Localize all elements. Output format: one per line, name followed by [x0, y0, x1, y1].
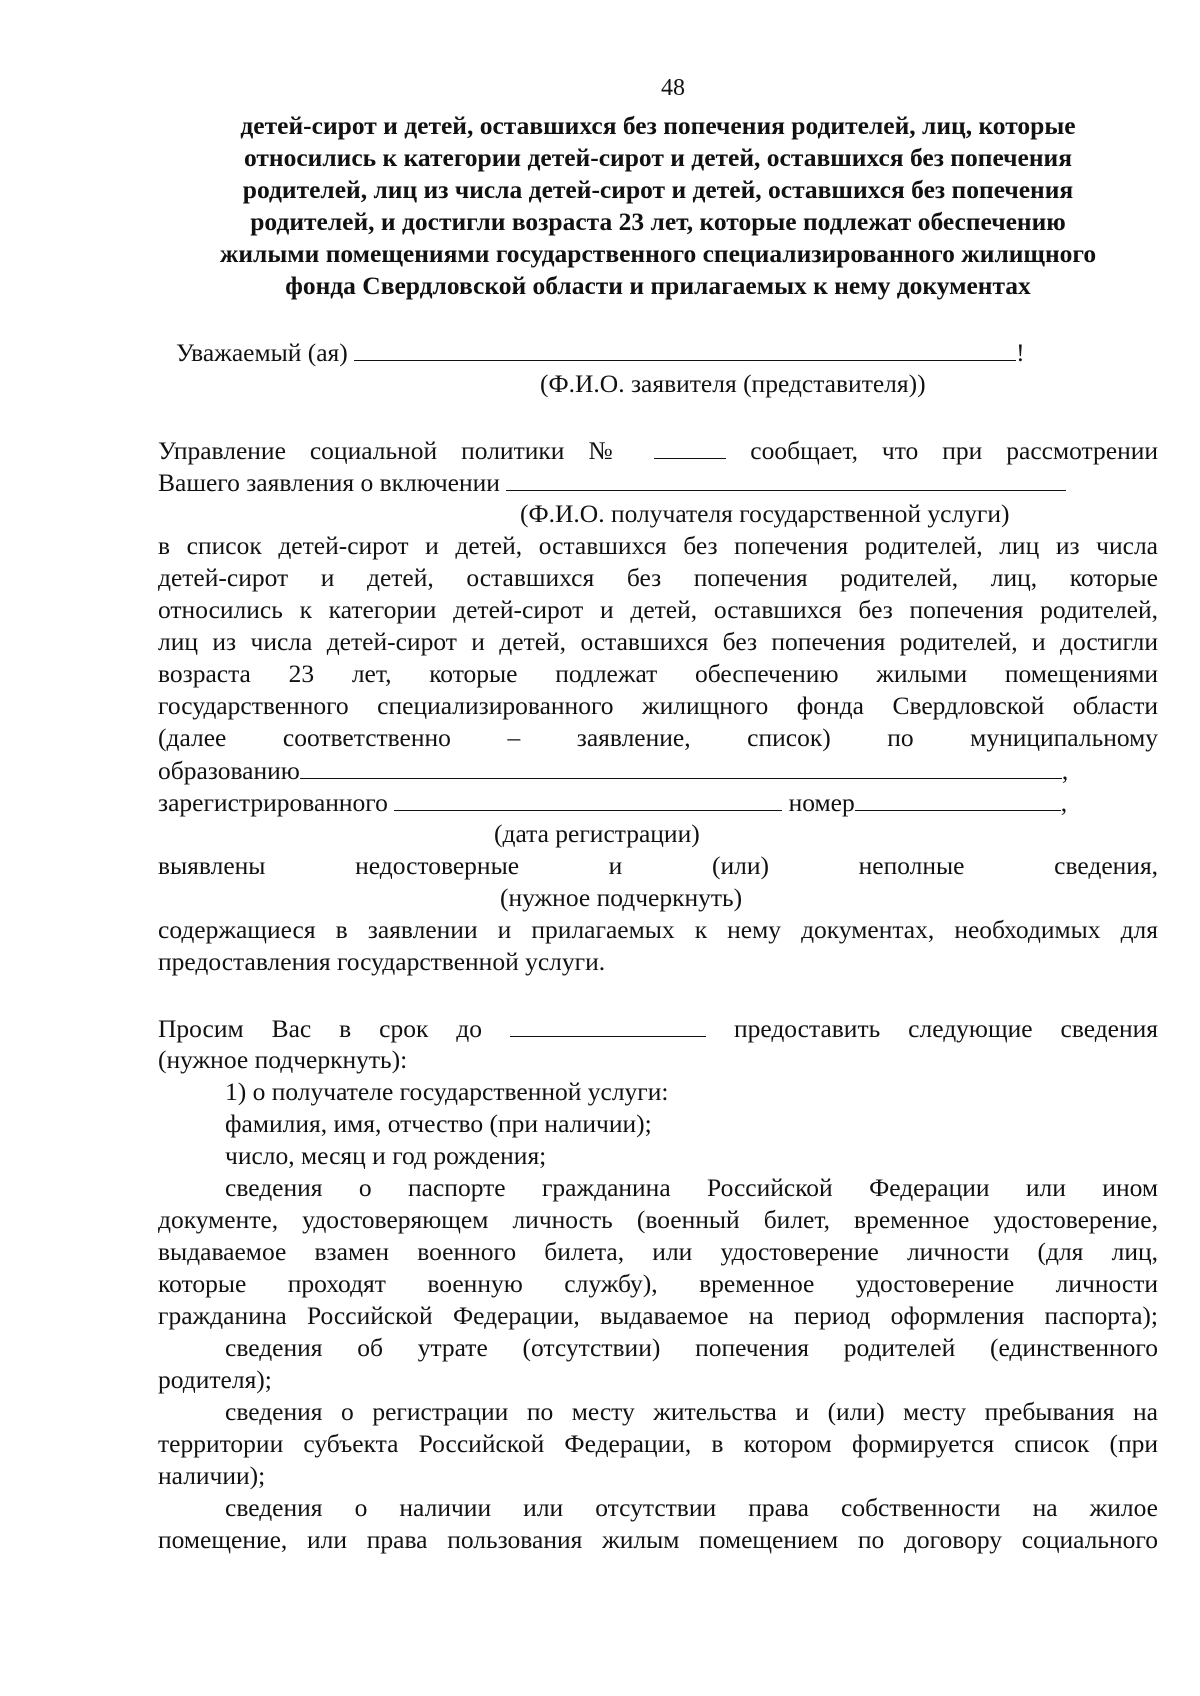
registration-info-line: наличии);	[158, 1461, 266, 1490]
body-line: в список детей-сирот и детей, оставшихся без попечения родителей, лиц из числа	[158, 531, 1158, 560]
found-word: недостоверные	[355, 851, 520, 880]
registration-line	[158, 786, 1158, 818]
request-line-1	[158, 1012, 1158, 1044]
title-line: родителей, и достигли возраста 23 лет, которые подлежат обеспечению	[250, 207, 1066, 236]
registration-info-line: территории субъекта Российской Федерации, в котором формируется список (при	[158, 1429, 1158, 1458]
found-line	[158, 850, 1158, 882]
title-line: жилыми помещениями государственного специализированного жилищного	[219, 239, 1097, 268]
greeting-prefix: Уважаемый (ая)	[176, 338, 348, 367]
property-line: сведения о наличии или отсутствии права собственности на жилое	[225, 1493, 1158, 1522]
greeting-suffix: !	[1016, 338, 1025, 367]
notice-line-1	[158, 434, 1158, 466]
passport-line: которые проходят военную службу), временное удостоверение личности	[158, 1269, 1158, 1298]
found-word: (или)	[711, 851, 769, 880]
document-title	[158, 110, 1158, 302]
document-page	[158, 70, 1158, 1556]
title-line: детей-сирот и детей, оставшихся без попечения родителей, лиц, которые	[240, 111, 1076, 140]
registration-info-line: сведения о регистрации по месту жительства и (или) месту пребывания на	[225, 1397, 1158, 1426]
deadline-blank[interactable]	[510, 1012, 706, 1037]
greeting-line	[158, 336, 1158, 368]
title-line: относились к категории детей-сирот и детей, оставшихся без попечения	[243, 143, 1073, 172]
passport-line: гражданина Российской Федерации, выдаваемое на период оформления паспорта);	[158, 1301, 1158, 1330]
body-line: детей-сирот и детей, оставшихся без попечения родителей, лиц, которые	[158, 563, 1158, 592]
request-sub-name: фамилия, имя, отчество (при наличии);	[225, 1109, 652, 1138]
property-line: помещение, или права пользования жилым помещением по договору социального	[158, 1525, 1158, 1554]
notice-text: сообщает, что при рассмотрении	[750, 436, 1159, 465]
guardianship-line: родителя);	[158, 1365, 272, 1394]
registration-number-blank[interactable]	[855, 786, 1061, 811]
notice-text: зарегистрированного	[158, 788, 388, 817]
comma: ,	[1061, 756, 1069, 785]
recipient-caption: (Ф.И.О. получателя государственной услуги)	[520, 499, 1010, 528]
body-line: возраста 23 лет, которые подлежат обеспечению жилыми помещениями	[158, 659, 1158, 688]
underline-caption: (нужное подчеркнуть)	[500, 883, 743, 912]
page-number: 48	[661, 75, 685, 101]
passport-line: выдаваемое взамен военного билета, или удостоверение личности (для лиц,	[158, 1237, 1158, 1266]
comma: ,	[1060, 788, 1068, 817]
notice-text: образованию	[158, 756, 300, 785]
registration-date-blank[interactable]	[394, 786, 782, 811]
passport-line: документе, удостоверяющем личность (военный билет, временное удостоверение,	[158, 1205, 1158, 1234]
guardianship-line: сведения об утрате (отсутствии) попечения родителей (единственного	[225, 1333, 1158, 1362]
notice-line-2	[158, 466, 1158, 498]
applicant-name-blank[interactable]	[354, 336, 1016, 361]
body-line: относились к категории детей-сирот и детей, оставшихся без попечения родителей,	[158, 595, 1158, 624]
request-text: Просим Вас в срок до	[158, 1014, 483, 1043]
municipality-blank[interactable]	[300, 754, 1062, 779]
request-text: предоставить следующие сведения	[733, 1014, 1159, 1043]
tail-line: содержащиеся в заявлении и прилагаемых к нему документах, необходимых для	[158, 915, 1158, 944]
request-line-2: (нужное подчеркнуть):	[158, 1045, 408, 1074]
applicant-caption: (Ф.И.О. заявителя (представителя))	[540, 369, 926, 398]
department-number-blank[interactable]	[654, 434, 726, 459]
notice-text: Вашего заявления о включении	[158, 468, 500, 497]
found-word: выявлены	[158, 851, 266, 880]
title-line: родителей, лиц из числа детей-сирот и детей, оставшихся без попечения	[242, 175, 1074, 204]
notice-text: Управление социальной политики №	[158, 436, 631, 465]
body-line: государственного специализированного жилищного фонда Свердловской области	[158, 691, 1158, 720]
passport-line: сведения о паспорте гражданина Российской Федерации или ином	[225, 1173, 1158, 1202]
body-line: (далее соответственно – заявление, список) по муниципальному	[158, 723, 1158, 752]
body-line: лиц из числа детей-сирот и детей, оставшихся без попечения родителей, и достигли	[158, 627, 1158, 656]
request-sub-birth: число, месяц и год рождения;	[225, 1141, 547, 1170]
found-word: и	[608, 851, 623, 880]
tail-line: предоставления государственной услуги.	[158, 947, 606, 976]
municipality-line	[158, 754, 1158, 786]
notice-text: номер	[788, 788, 855, 817]
found-word: неполные	[858, 851, 965, 880]
request-item-1: 1) о получателе государственной услуги:	[225, 1077, 669, 1106]
date-caption: (дата регистрации)	[494, 819, 700, 848]
recipient-name-blank[interactable]	[506, 466, 1066, 491]
title-line: фонда Свердловской области и прилагаемых к нему документах	[285, 271, 1031, 300]
found-word: сведения,	[1054, 851, 1159, 880]
